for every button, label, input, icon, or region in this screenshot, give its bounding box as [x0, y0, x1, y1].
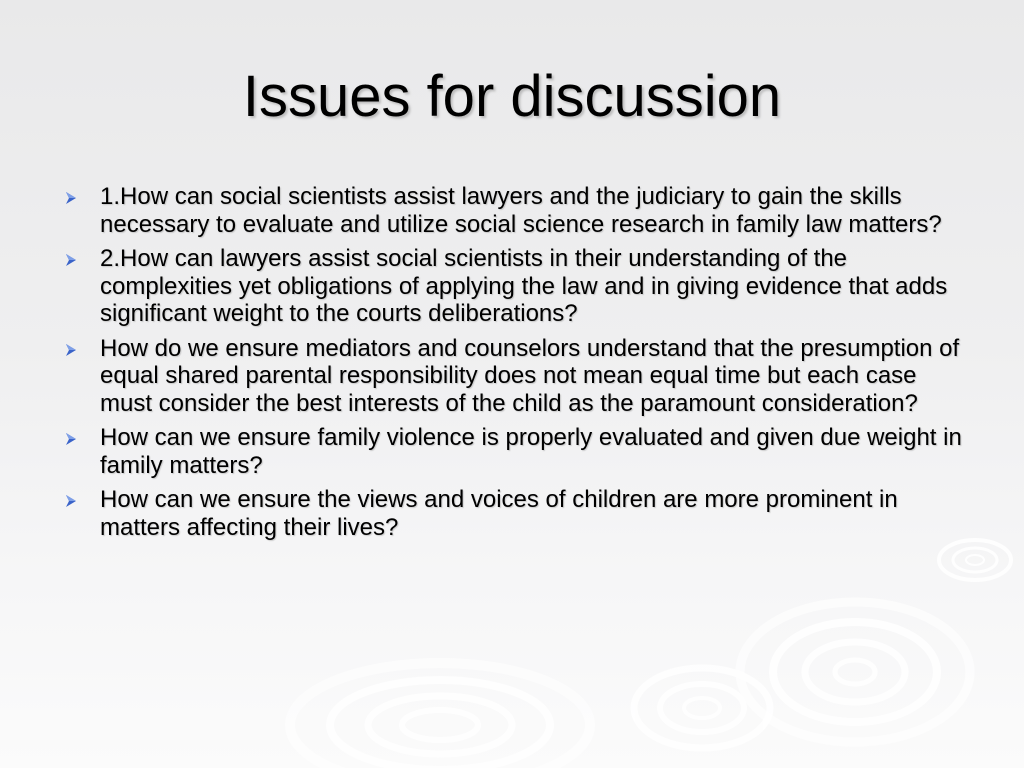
bullet-text: 1.How can social scientists assist lawyers and the judiciary to gain the skills necessary to evaluate and utilize social science research in family law matters?	[100, 183, 942, 238]
bullet-text: How can we ensure family violence is properly evaluated and given due weight in family matters?	[100, 424, 962, 479]
arrow-right-icon	[64, 432, 78, 446]
slide-title: Issues for discussion	[242, 64, 782, 129]
ripple-large-bottom-center	[290, 663, 590, 768]
bullet-item	[62, 245, 962, 328]
arrow-right-icon	[64, 253, 78, 267]
ripple-right	[740, 602, 970, 742]
arrow-right-icon	[64, 494, 78, 508]
bullet-text: How do we ensure mediators and counselors understand that the presumption of equal shared parental responsibility does not mean equal time but each case must consider the best interests of the child as the paramount consideration?	[100, 334, 960, 417]
bullet-text: How can we ensure the views and voices of children are more prominent in matters affecting their lives?	[100, 486, 898, 541]
bullet-item	[62, 424, 962, 479]
bullet-list	[62, 183, 962, 548]
bullet-item	[62, 183, 962, 238]
ripple-mid	[634, 668, 770, 748]
arrow-right-icon	[64, 343, 78, 357]
bullet-item	[62, 486, 962, 541]
arrow-right-icon	[64, 191, 78, 205]
bullet-item	[62, 335, 962, 418]
bullet-text: 2.How can lawyers assist social scientists in their understanding of the complexities yet obligations of applying the law and in giving evidence that adds significant weight to the courts deliberations?	[100, 245, 948, 327]
